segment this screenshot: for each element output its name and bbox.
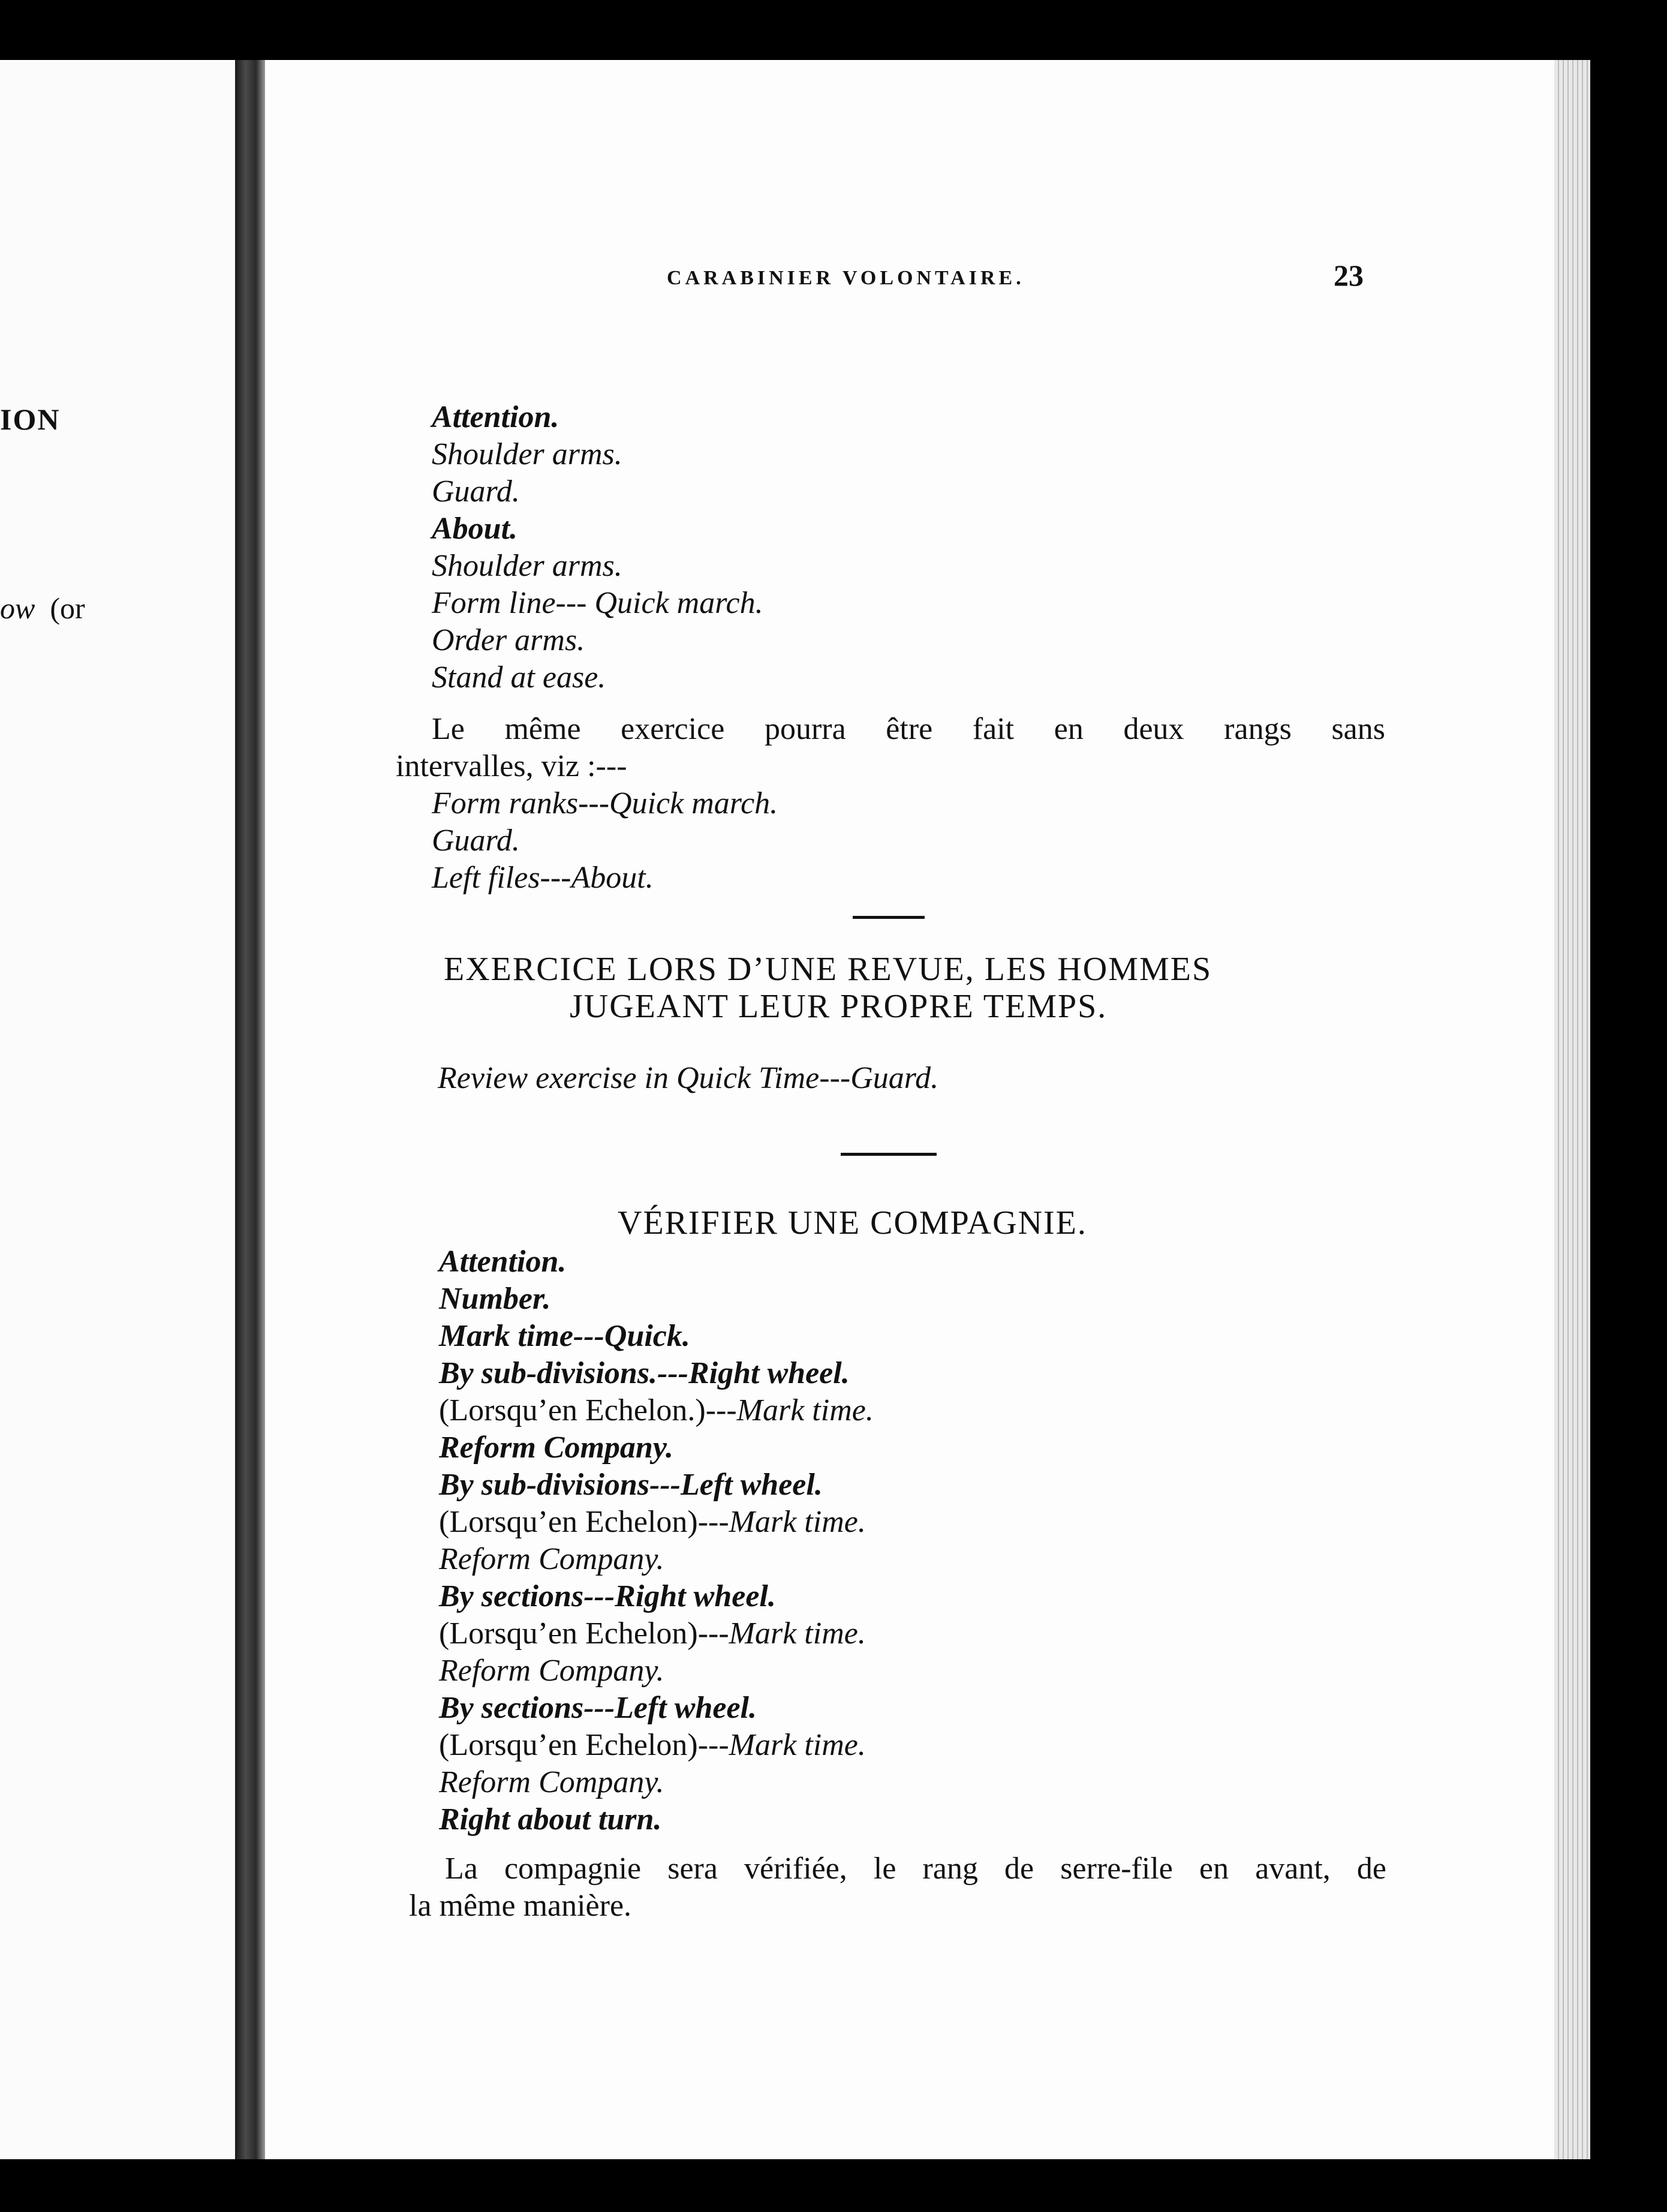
command-italic: By sections---Right wheel.: [439, 1579, 776, 1613]
page-content: [265, 60, 1554, 2159]
command-line: [439, 1615, 866, 1652]
section-heading: EXERCICE LORS D’UNE REVUE, LES HOMMES: [444, 951, 1212, 988]
command-line: Guard.: [432, 824, 520, 858]
command-line: [439, 1355, 850, 1392]
command-line: Left files---About.: [432, 861, 654, 895]
command-italic: By sub-divisions.---Right wheel.: [439, 1356, 850, 1390]
paragraph-line: intervalles, viz :---: [396, 749, 627, 783]
command-line: [439, 1504, 866, 1541]
previous-page: [0, 60, 235, 2159]
command-italic: Right about turn.: [439, 1802, 662, 1837]
section-heading: JUGEANT LEUR PROPRE TEMPS.: [570, 988, 1108, 1025]
book-page: [265, 60, 1554, 2159]
command-line: Attention.: [432, 400, 559, 434]
paragraph-line: La compagnie sera vérifiée, le rang de serre-file en avant, de: [445, 1852, 1386, 1886]
command-line: About.: [432, 512, 518, 546]
command-line: [439, 1727, 866, 1764]
command-italic: Mark time.: [736, 1393, 874, 1427]
command-plain: (Lorsqu’en Echelon)---: [439, 1616, 729, 1651]
command-italic: Number.: [439, 1282, 551, 1316]
command-line: [439, 1652, 664, 1690]
command-line: [439, 1429, 673, 1466]
command-line: Guard.: [432, 474, 520, 509]
page-edges: [1554, 60, 1590, 2159]
previous-page-fragment-text: (or: [50, 591, 85, 625]
command-line: Form line--- Quick march.: [432, 586, 763, 620]
command-line: [439, 1690, 757, 1727]
command-plain: (Lorsqu’en Echelon)---: [439, 1728, 729, 1762]
command-line: Form ranks---Quick march.: [432, 786, 778, 821]
command-line: [439, 1801, 661, 1838]
section-divider: [853, 916, 925, 919]
command-line: [439, 1243, 566, 1281]
previous-page-fragment-italic: ow: [0, 591, 35, 625]
command-italic: Reform Company.: [439, 1542, 664, 1576]
section-heading: VÉRIFIER UNE COMPAGNIE.: [618, 1204, 1087, 1242]
command-italic: By sub-divisions---Left wheel.: [439, 1468, 823, 1502]
command-plain: (Lorsqu’en Echelon)---: [439, 1505, 729, 1539]
running-head: CARABINIER VOLONTAIRE.: [667, 267, 1025, 289]
command-line: [439, 1392, 874, 1429]
command-plain: (Lorsqu’en Echelon.)---: [439, 1393, 737, 1427]
command-italic: Attention.: [439, 1245, 567, 1279]
previous-page-fragment: [0, 591, 85, 626]
previous-page-fragment: ION: [0, 402, 61, 436]
command-italic: Reform Company.: [439, 1654, 664, 1688]
command-line: [439, 1281, 550, 1318]
book-gutter: [235, 60, 265, 2159]
paragraph-line: la même manière.: [409, 1889, 632, 1923]
command-line: Stand at ease.: [432, 660, 606, 695]
section-divider: [841, 1153, 937, 1156]
command-italic: By sections---Left wheel.: [439, 1691, 757, 1725]
command-italic: Mark time---Quick.: [439, 1319, 690, 1353]
command-line: Shoulder arms.: [432, 437, 622, 471]
command-line: [439, 1541, 664, 1578]
command-line: Shoulder arms.: [432, 549, 622, 583]
command-italic: Mark time.: [729, 1728, 866, 1762]
command-line: Order arms.: [432, 623, 585, 657]
command-line: [439, 1318, 690, 1355]
command-italic: Reform Company.: [439, 1430, 673, 1465]
command-italic: Mark time.: [729, 1505, 866, 1539]
command-line: [439, 1578, 776, 1615]
command-line: [439, 1764, 664, 1801]
command-italic: Mark time.: [729, 1616, 866, 1651]
command-italic: Reform Company.: [439, 1765, 664, 1799]
page-number: 23: [1334, 259, 1364, 292]
command-line: [439, 1466, 823, 1504]
command-line: Review exercise in Quick Time---Guard.: [438, 1061, 939, 1095]
paragraph-line: Le même exercice pourra être fait en deux rangs sans: [432, 712, 1385, 746]
